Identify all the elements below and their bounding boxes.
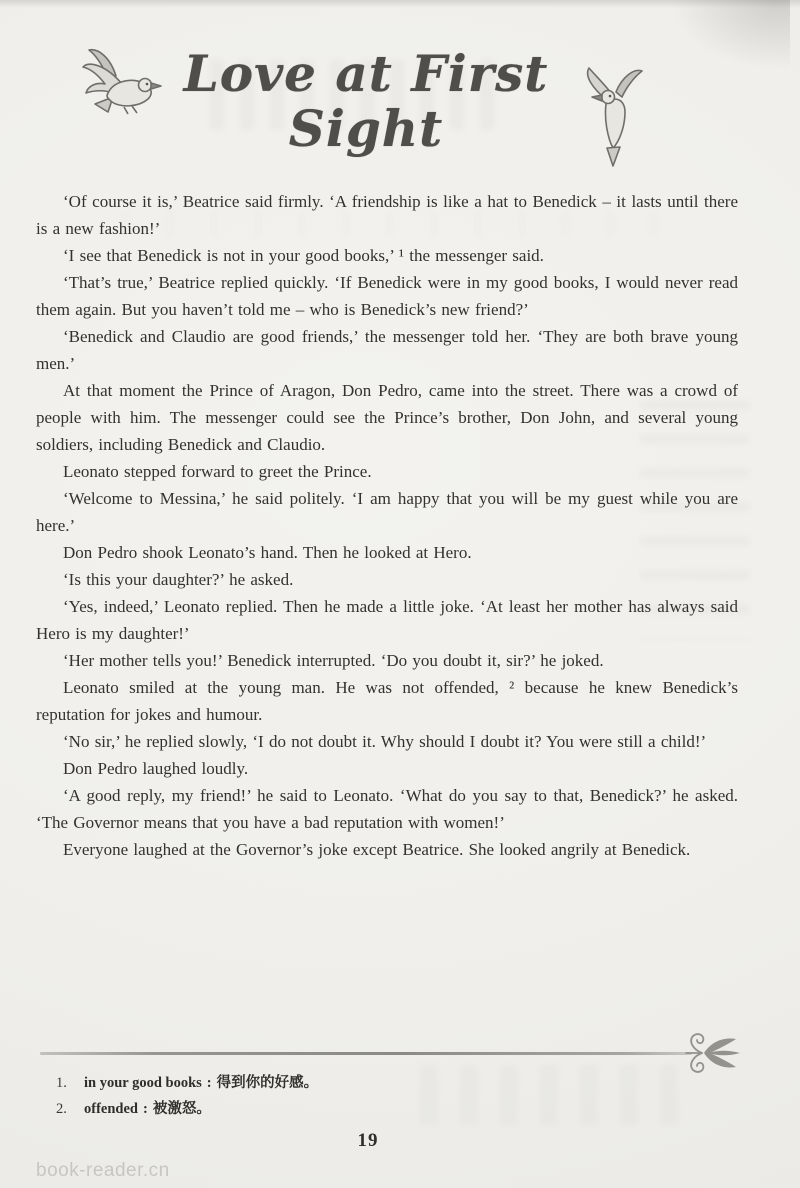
scan-corner-shadow [670,0,790,70]
story-paragraph: ‘A good reply, my friend!’ he said to Leonato. ‘What do you say to that, Benedick?’ he asked. ‘The Governor means that you have a bad reputation with women!’ [36,786,738,832]
story-paragraph: Everyone laughed at the Governor’s joke except Beatrice. She looked angrily at Benedick. [63,840,691,859]
footnote-list [56,1070,676,1122]
footnote-term: offended [84,1101,138,1117]
story-paragraph: Leonato stepped forward to greet the Prince. [63,462,372,481]
story-text [36,188,738,863]
footnote-term: in your good books [84,1075,202,1091]
story-paragraph: Don Pedro laughed loudly. [63,759,249,778]
story-paragraph: At that moment the Prince of Aragon, Don Pedro, came into the street. There was a crowd of people with him. The messenger could see the Prince’s brother, Don John, and several young soldiers, including Benedick and Claudio. [36,381,738,454]
story-paragraph: Don Pedro shook Leonato’s hand. Then he looked at Hero. [63,543,472,562]
watermark: book-reader.cn [36,1160,170,1181]
story-paragraph: ‘Her mother tells you!’ Benedick interrupted. ‘Do you doubt it, sir?’ he joked. [63,651,604,670]
story-paragraph: ‘That’s true,’ Beatrice replied quickly. ‘If Benedick were in my good books, I would never read them again. But you haven’t told me – who is Benedick’s new friend?’ [36,273,738,319]
footnote-number: 2. [56,1101,67,1117]
floral-flourish-icon [684,1029,742,1077]
footnote-item [56,1070,676,1096]
story-paragraph: ‘I see that Benedick is not in your good books,’ ¹ the messenger said. [63,246,544,265]
dove-ascending-icon [580,64,646,172]
story-paragraph: ‘No sir,’ he replied slowly, ‘I do not doubt it. Why should I doubt it? You were still a child!’ [63,732,707,751]
story-paragraph: ‘Benedick and Claudio are good friends,’ the messenger told her. ‘They are both brave young men.’ [36,327,738,373]
story-paragraph: ‘Is this your daughter?’ he asked. [63,570,294,589]
story-paragraph: ‘Welcome to Messina,’ he said politely. ‘I am happy that you will be my guest while you are here.’ [36,489,738,535]
footnote-separator: : [142,1101,148,1117]
chapter-title: Love at First Sight [183,44,549,158]
page-number: 19 [357,1130,379,1151]
footnote-translation: 被激怒。 [152,1101,211,1117]
footnote-separator: : [206,1075,212,1091]
footnote-divider [40,1052,692,1055]
story-paragraph: ‘Of course it is,’ Beatrice said firmly. ‘A friendship is like a hat to Benedick – it lasts until there is a new fashion!’ [36,192,738,238]
footnote-translation: 得到你的好感。 [216,1075,319,1091]
footnote-number: 1. [56,1075,67,1091]
footnote-item [56,1096,676,1122]
story-paragraph: ‘Yes, indeed,’ Leonato replied. Then he made a little joke. ‘At least her mother has always said Hero is my daughter!’ [36,597,738,643]
story-paragraph: Leonato smiled at the young man. He was not offended, ² because he knew Benedick’s reputation for jokes and humour. [36,678,738,724]
